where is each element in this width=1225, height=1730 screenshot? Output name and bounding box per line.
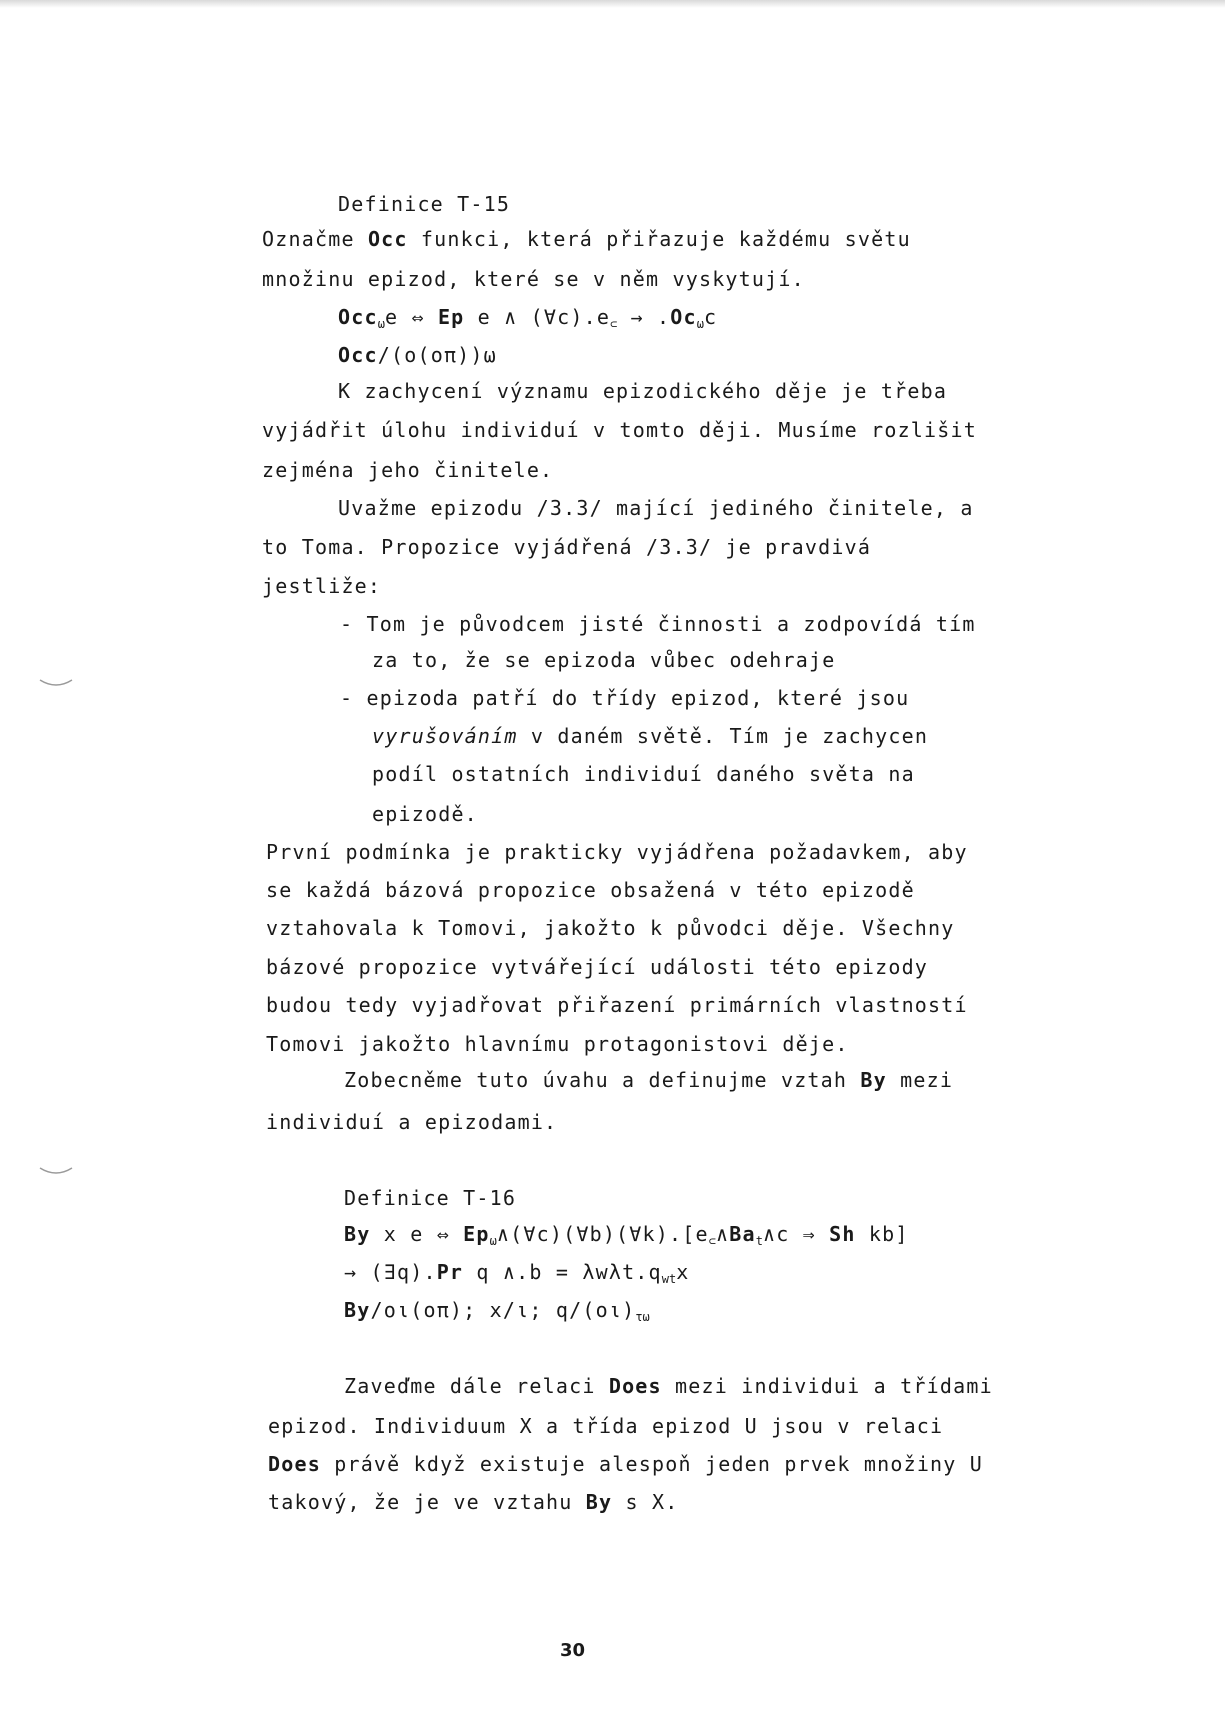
term-ep: Ep xyxy=(463,1222,490,1246)
formula-by-definition xyxy=(344,1222,909,1253)
formula-text: kb] xyxy=(855,1222,909,1246)
text-line xyxy=(268,1452,983,1476)
list-item-continuation: za to, že se epizoda vůbec odehraje xyxy=(372,648,836,672)
text-line: jestliže: xyxy=(262,574,382,598)
text: Označme xyxy=(262,227,368,251)
term-occ: Occ xyxy=(367,227,408,251)
text: mezi xyxy=(886,1068,954,1092)
definition-t15-title: Definice T-15 xyxy=(338,192,511,216)
formula-text: c xyxy=(704,305,718,329)
text-line: vztahovala k Tomovi, jakožto k původci děje. Všechny xyxy=(266,916,955,940)
text-line: Tomovi jakožto hlavnímu protagonistovi děje. xyxy=(266,1032,849,1056)
text-line: epizod. Individuum X a třída epizod U jsou v relaci xyxy=(268,1414,944,1438)
term-by: By xyxy=(344,1298,371,1322)
term-ba: Ba xyxy=(729,1222,756,1246)
subscript: ω xyxy=(377,317,385,331)
emphasis: vyrušováním xyxy=(372,724,518,748)
text: takový, že je ve vztahu xyxy=(268,1490,586,1514)
subscript: τω xyxy=(635,1310,650,1324)
formula-text: e ∧ (∀c).e xyxy=(464,305,611,329)
list-item-continuation: epizodě. xyxy=(372,802,478,826)
punch-hole-mark xyxy=(38,660,78,690)
formula-text: x e ⇔ xyxy=(370,1222,464,1246)
formula-text: ∧(∀c)(∀b)(∀k).[e xyxy=(496,1222,709,1246)
term-occ: Occ xyxy=(338,305,378,329)
formula-occ-definition xyxy=(338,305,717,336)
text: funkci, která přiřazuje každému světu xyxy=(407,227,911,251)
formula-by-type xyxy=(344,1298,650,1329)
list-item-continuation xyxy=(372,724,928,748)
list-item-continuation: podíl ostatních individuí daného světa na xyxy=(372,762,915,786)
term-by: By xyxy=(860,1068,887,1092)
term-sh: Sh xyxy=(829,1222,856,1246)
text: s X. xyxy=(612,1490,679,1514)
text-line xyxy=(344,1374,993,1398)
text-line: budou tedy vyjadřovat přiřazení primárních vlastností xyxy=(266,993,968,1017)
formula-text: /(o(oπ))ω xyxy=(377,343,497,367)
term-by: By xyxy=(585,1490,613,1514)
text: Zaveďme dále relaci xyxy=(344,1374,609,1398)
subscript: ω xyxy=(489,1234,497,1248)
text-line: zejména jeho činitele. xyxy=(262,458,554,482)
text: mezi individui a třídami xyxy=(661,1374,993,1398)
text-line: bázové propozice vytvářející události této epizody xyxy=(266,955,929,979)
formula-text: ∧c ⇒ xyxy=(762,1222,830,1246)
list-item: - epizoda patří do třídy epizod, které jsou xyxy=(340,686,910,710)
term-does: Does xyxy=(268,1452,321,1476)
subscript: ⊂ xyxy=(708,1234,716,1248)
list-item: - Tom je původcem jisté činnosti a zodpovídá tím xyxy=(340,612,976,636)
term-occ: Occ xyxy=(338,343,378,367)
definition-t16-title: Definice T-16 xyxy=(344,1186,517,1210)
formula-text: q ∧.b = λwλt.q xyxy=(463,1260,662,1284)
text-line xyxy=(344,1068,953,1092)
text-line: První podmínka je prakticky vyjádřena požadavkem, aby xyxy=(266,840,968,864)
formula-text: → . xyxy=(617,305,671,329)
subscript: wt xyxy=(661,1272,677,1286)
formula-text: ∧ xyxy=(715,1222,730,1246)
text-line xyxy=(262,227,911,251)
subscript: ⊂ xyxy=(610,317,618,331)
text-line: množinu epizod, které se v něm vyskytují. xyxy=(262,267,805,291)
formula-text: e ⇔ xyxy=(384,305,438,329)
term-by: By xyxy=(344,1222,371,1246)
page-number: 30 xyxy=(560,1640,586,1661)
term-ep: Ep xyxy=(437,305,465,329)
formula-text: /οι(oπ); x/ι; q/(oι) xyxy=(370,1298,636,1322)
text-line: Uvažme epizodu /3.3/ mající jediného činitele, a xyxy=(338,496,974,520)
formula-by-continuation xyxy=(344,1260,690,1291)
scan-top-edge xyxy=(0,0,1225,8)
formula-text: x xyxy=(676,1260,690,1284)
text-line: vyjádřit úlohu individuí v tomto ději. Musíme rozlišit xyxy=(262,418,978,442)
formula-text: → (∃q). xyxy=(344,1260,437,1284)
term-pr: Pr xyxy=(436,1260,464,1284)
term-oc: Oc xyxy=(670,305,697,329)
text-line xyxy=(268,1490,679,1514)
text: Zobecněme tuto úvahu a definujme vztah xyxy=(344,1068,861,1092)
formula-occ-type xyxy=(338,343,497,367)
text: právě když existuje alespoň jeden prvek množiny U xyxy=(320,1452,984,1476)
term-does: Does xyxy=(608,1374,662,1398)
text-line: individuí a epizodami. xyxy=(266,1110,558,1134)
text-line: K zachycení významu epizodického děje je třeba xyxy=(338,379,948,403)
text-line: to Toma. Propozice vyjádřená /3.3/ je pravdivá xyxy=(262,535,872,559)
subscript: ω xyxy=(696,317,704,331)
text-line: se každá bázová propozice obsažená v této epizodě xyxy=(266,878,915,902)
punch-hole-mark xyxy=(38,1148,78,1178)
subscript: t xyxy=(755,1234,763,1248)
text: v daném světě. Tím je zachycen xyxy=(517,724,929,748)
